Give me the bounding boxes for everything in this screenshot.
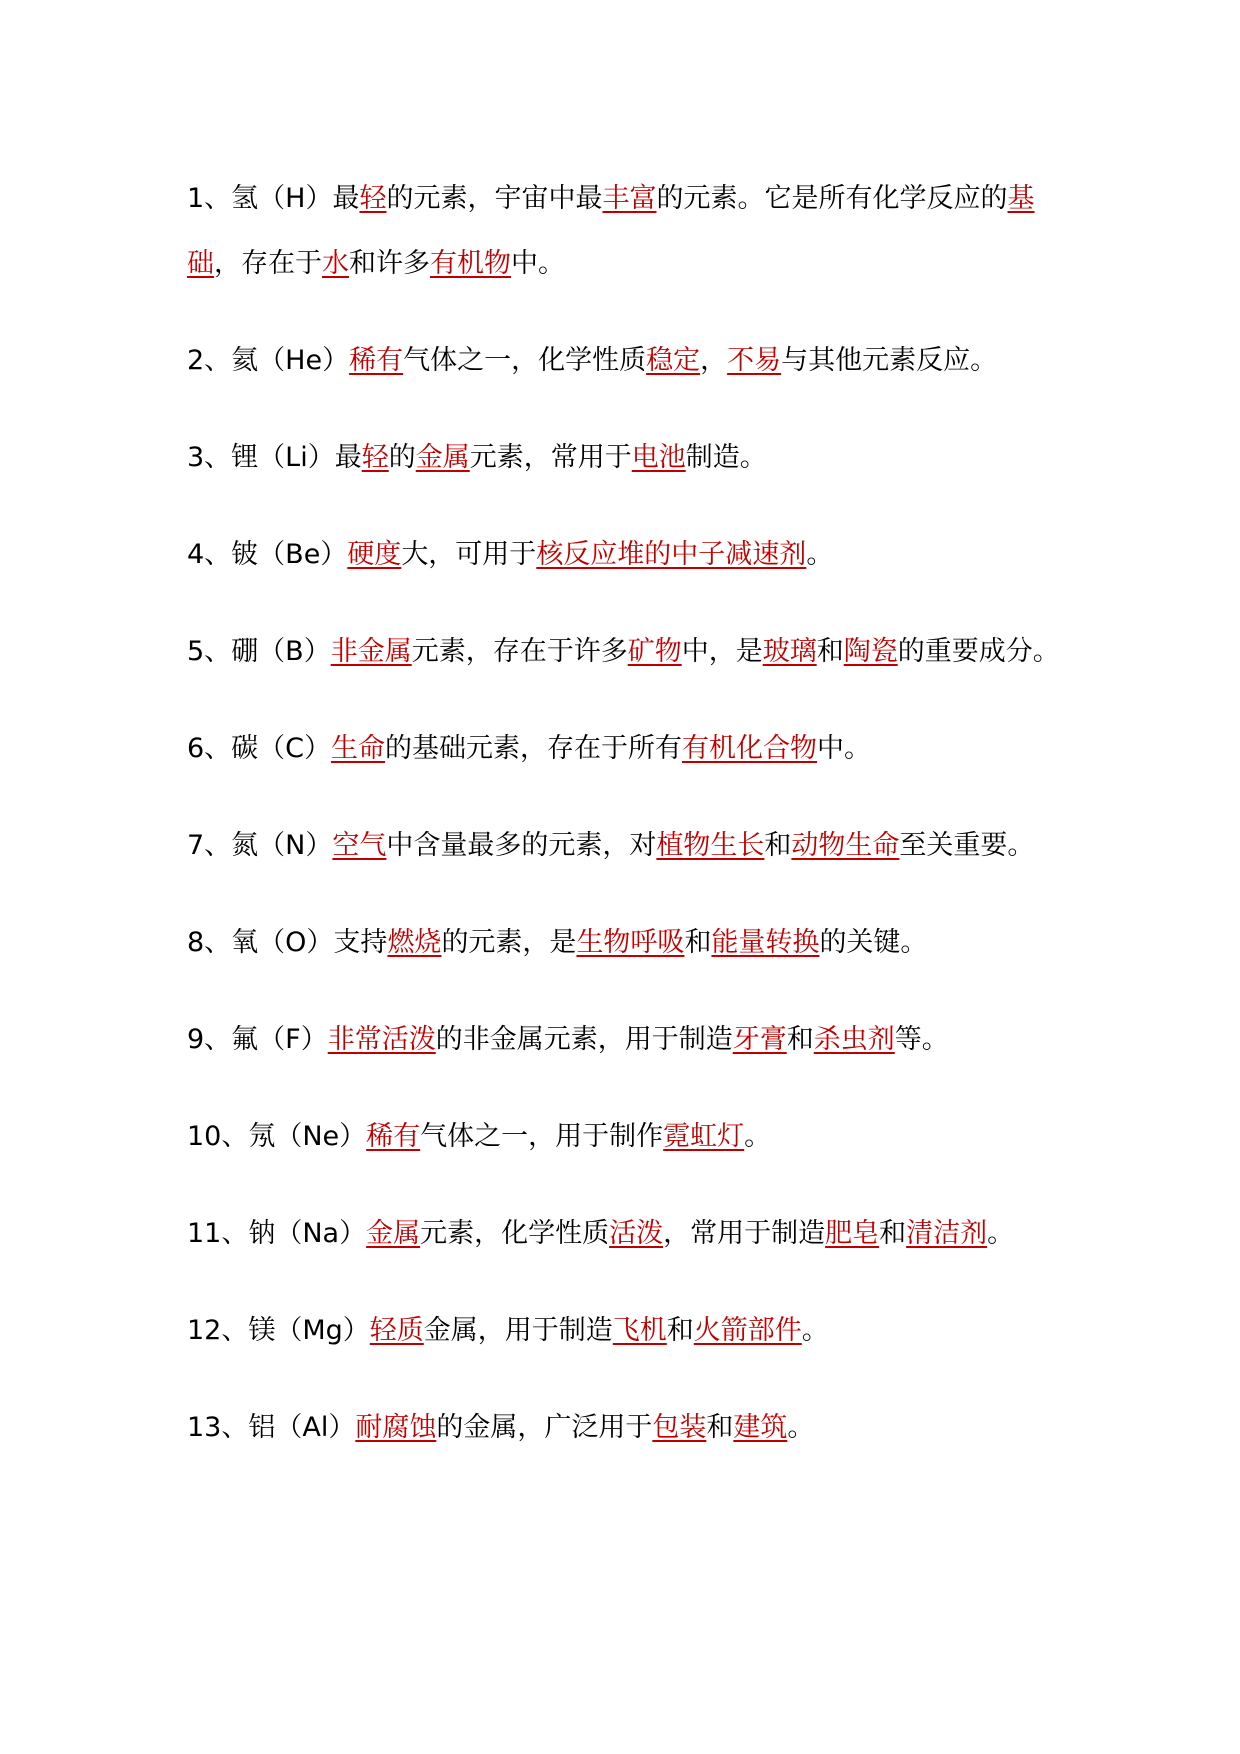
entry-text: 等。 — [894, 1024, 949, 1055]
entry-text: 制造。 — [685, 442, 767, 473]
entry-text: 3、锂（Li）最 — [187, 442, 362, 473]
highlighted-keyword: 玻璃 — [762, 636, 817, 667]
highlighted-keyword: 电池 — [631, 442, 686, 473]
entry-text: 的元素，是 — [441, 927, 577, 958]
entry-text: 。 — [744, 1121, 772, 1152]
highlighted-keyword: 金属 — [366, 1218, 421, 1249]
element-entry — [187, 1007, 1067, 1072]
highlighted-keyword: 动物生命 — [791, 830, 900, 861]
entry-text: 和 — [666, 1315, 694, 1346]
highlighted-keyword: 轻 — [361, 442, 389, 473]
highlighted-keyword: 生物呼吸 — [576, 927, 685, 958]
entry-text: 和许多 — [349, 248, 430, 279]
entry-text: 的非金属元素，用于制造 — [435, 1024, 733, 1055]
element-entry — [187, 328, 1067, 393]
entry-text: 与其他元素反应。 — [781, 345, 998, 376]
element-entry — [187, 716, 1067, 781]
highlighted-keyword: 有机化合物 — [682, 733, 818, 764]
entry-text: 的重要成分。 — [897, 636, 1060, 667]
entry-text: 2、氦（He） — [187, 345, 350, 376]
element-entry — [187, 1201, 1067, 1266]
entry-text: 和 — [786, 1024, 814, 1055]
highlighted-keyword: 生命 — [331, 733, 386, 764]
entry-text: 和 — [879, 1218, 907, 1249]
entry-text: 9、氟（F） — [187, 1024, 328, 1055]
element-entry — [187, 619, 1067, 684]
highlighted-keyword: 肥皂 — [825, 1218, 880, 1249]
entry-text: 8、氧（O）支持 — [187, 927, 388, 958]
highlighted-keyword: 飞机 — [612, 1315, 667, 1346]
entry-text: 。 — [801, 1315, 829, 1346]
entry-text: 金属，用于制造 — [423, 1315, 613, 1346]
highlighted-keyword: 能量转换 — [711, 927, 820, 958]
entry-text: 的基础元素，存在于所有 — [385, 733, 683, 764]
entry-text: ，存在于 — [214, 248, 322, 279]
highlighted-keyword: 牙膏 — [732, 1024, 787, 1055]
highlighted-keyword: 空气 — [332, 830, 387, 861]
entry-text: 和 — [706, 1412, 734, 1443]
highlighted-keyword: 核反应堆的中子减速剂 — [536, 539, 807, 570]
entry-text: 中。 — [817, 733, 872, 764]
highlighted-keyword: 燃烧 — [387, 927, 442, 958]
entry-text: 中。 — [511, 248, 565, 279]
highlighted-keyword: 建筑 — [733, 1412, 788, 1443]
entry-text: 至关重要。 — [899, 830, 1035, 861]
entry-text: 大，可用于 — [401, 539, 537, 570]
entry-text: 7、氮（N） — [187, 830, 333, 861]
highlighted-keyword: 硬度 — [347, 539, 402, 570]
entry-text: 10、氖（Ne） — [187, 1121, 367, 1152]
entry-text: ， — [700, 345, 728, 376]
highlighted-keyword: 不易 — [727, 345, 782, 376]
element-entry — [187, 1395, 1067, 1460]
highlighted-keyword: 丰富 — [602, 183, 657, 214]
highlighted-keyword: 霓虹灯 — [663, 1121, 745, 1152]
entry-text: 的元素。它是所有化学反应的 — [656, 183, 1008, 214]
entry-text: 和 — [816, 636, 844, 667]
entry-text: 5、硼（B） — [187, 636, 331, 667]
highlighted-keyword: 非金属 — [330, 636, 412, 667]
entry-text: 元素，存在于许多 — [411, 636, 628, 667]
entry-text: 的元素，宇宙中最 — [386, 183, 603, 214]
element-entry — [187, 166, 1067, 296]
entry-text: 4、铍（Be） — [187, 539, 348, 570]
entry-text: 。 — [787, 1412, 815, 1443]
entry-text: 的关键。 — [819, 927, 928, 958]
highlighted-keyword: 杀虫剂 — [813, 1024, 895, 1055]
highlighted-keyword: 耐腐蚀 — [355, 1412, 437, 1443]
entry-text: 的 — [388, 442, 416, 473]
highlighted-keyword: 金属 — [415, 442, 470, 473]
highlighted-keyword: 活泼 — [609, 1218, 664, 1249]
element-entry — [187, 1298, 1067, 1363]
highlighted-keyword: 火箭部件 — [693, 1315, 802, 1346]
highlighted-keyword: 水 — [322, 248, 349, 279]
entry-text: ，常用于制造 — [663, 1218, 826, 1249]
entry-text: 气体之一，化学性质 — [403, 345, 647, 376]
element-entry — [187, 522, 1067, 587]
entry-text: 元素，常用于 — [469, 442, 632, 473]
entry-text: 中，是 — [681, 636, 763, 667]
highlighted-keyword: 轻质 — [369, 1315, 424, 1346]
element-entry — [187, 1104, 1067, 1169]
highlighted-keyword: 稀有 — [349, 345, 404, 376]
entry-text: 1、氢（H）最 — [187, 183, 360, 214]
document-body — [187, 166, 1067, 1492]
entry-text: 和 — [764, 830, 792, 861]
highlighted-keyword: 稳定 — [646, 345, 701, 376]
entry-text: 6、碳（C） — [187, 733, 332, 764]
entry-text: 13、铝（Al） — [187, 1412, 356, 1443]
highlighted-keyword: 陶瓷 — [843, 636, 898, 667]
highlighted-keyword: 清洁剂 — [906, 1218, 988, 1249]
highlighted-keyword: 矿物 — [627, 636, 682, 667]
highlighted-keyword: 植物生长 — [656, 830, 765, 861]
entry-text: 的金属，广泛用于 — [436, 1412, 653, 1443]
entry-text: 11、钠（Na） — [187, 1218, 367, 1249]
element-entry — [187, 425, 1067, 490]
highlighted-keyword: 包装 — [652, 1412, 707, 1443]
highlighted-keyword: 稀有 — [366, 1121, 421, 1152]
highlighted-keyword: 基础 — [187, 183, 1035, 279]
entry-text: 气体之一，用于制作 — [420, 1121, 664, 1152]
entry-text: 。 — [806, 539, 834, 570]
element-entry — [187, 910, 1067, 975]
entry-text: 12、镁（Mg） — [187, 1315, 370, 1346]
element-entry — [187, 813, 1067, 878]
highlighted-keyword: 非常活泼 — [327, 1024, 436, 1055]
entry-text: 。 — [987, 1218, 1015, 1249]
entry-text: 元素，化学性质 — [420, 1218, 610, 1249]
entry-text: 中含量最多的元素，对 — [386, 830, 657, 861]
highlighted-keyword: 有机物 — [430, 248, 511, 279]
highlighted-keyword: 轻 — [359, 183, 387, 214]
entry-text: 和 — [684, 927, 712, 958]
